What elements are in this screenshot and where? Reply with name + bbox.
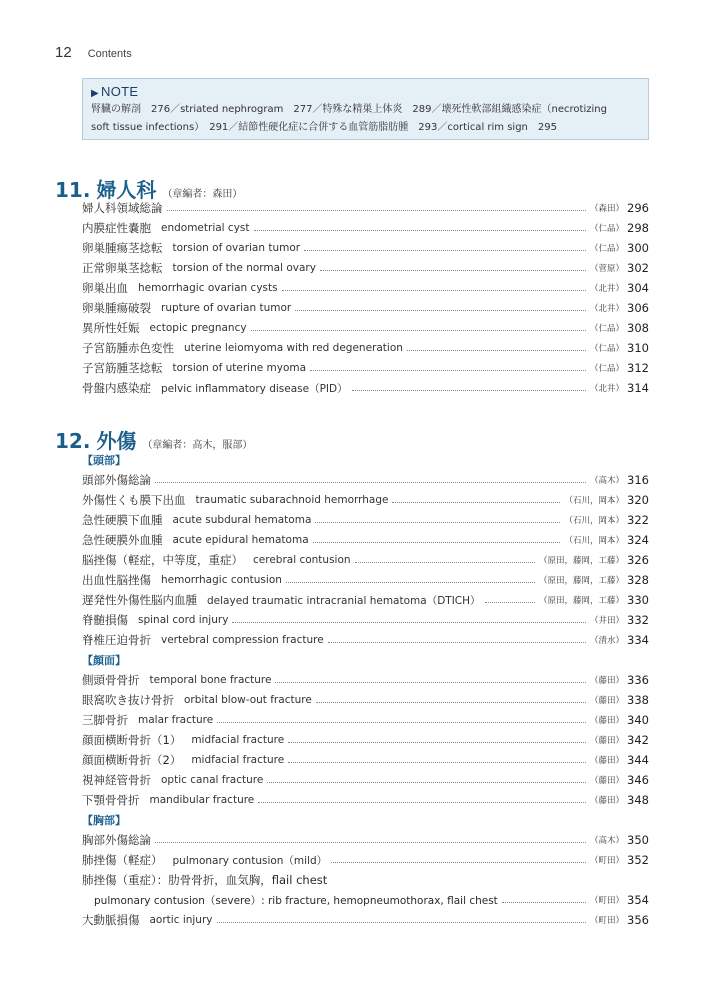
entry-author: （清水）	[589, 636, 624, 646]
entry-page: 356	[627, 913, 649, 927]
entry-page: 342	[627, 733, 649, 747]
leader-dots	[310, 370, 586, 371]
entry-title-ja: 脳挫傷（軽症，中等度，重症）	[82, 553, 243, 567]
leader-dots	[217, 722, 586, 723]
leader-dots	[288, 762, 586, 763]
leader-dots	[331, 862, 586, 863]
leader-dots	[155, 842, 586, 843]
entry-author: （仁品）	[589, 344, 624, 354]
entry-page: 298	[627, 221, 649, 235]
entry-title-ja: 出血性脳挫傷	[82, 573, 151, 587]
entry-title-ja: 婦人科領域総論	[82, 201, 163, 215]
entry-title-en: optic canal fracture	[161, 774, 264, 786]
leader-dots	[288, 742, 586, 743]
entry-title-en: hemorrhagic contusion	[161, 574, 282, 586]
entry-title-ja: 顔面横断骨折（1）	[82, 733, 182, 747]
entry-title-en: delayed traumatic intracranial hematoma（DTICH）	[207, 594, 481, 607]
leader-dots	[485, 602, 535, 603]
entry-page: 308	[627, 321, 649, 335]
entry-title-en: acute epidural hematoma	[172, 534, 309, 546]
leader-dots	[407, 350, 586, 351]
entry-author: （町田）	[589, 916, 624, 926]
entry-title-en: midfacial fracture	[191, 754, 285, 766]
entry-author: （北井）	[589, 384, 624, 394]
entry-author: （井田）	[589, 616, 624, 626]
entry-title-en: vertebral compression fracture	[161, 634, 324, 646]
entry-title-ja: 眼窩吹き抜け骨折	[82, 693, 174, 707]
entry-page: 306	[627, 301, 649, 315]
entry-page: 320	[627, 493, 649, 507]
toc-entry[interactable]	[82, 890, 649, 910]
section-heading: 【顔面】	[82, 654, 126, 667]
entry-author: （石川，岡本）	[564, 536, 624, 546]
chapter-number: 12.	[55, 429, 91, 453]
entry-title-en: aortic injury	[149, 914, 213, 926]
entry-page: 336	[627, 673, 649, 687]
entry-author: （藤田）	[589, 736, 624, 746]
entry-title-en: orbital blow-out fracture	[184, 694, 312, 706]
toc-entry[interactable]	[82, 590, 649, 610]
entry-title-ja: 頭部外傷総論	[82, 473, 151, 487]
entry-title-ja: 正常卵巣茎捻転	[82, 261, 163, 275]
leader-dots	[352, 390, 586, 391]
toc-entry[interactable]	[82, 550, 649, 570]
entry-author: （石川，岡本）	[564, 496, 624, 506]
entry-page: 304	[627, 281, 649, 295]
toc-entry[interactable]	[82, 730, 649, 750]
note-text-line-1: 腎臓の解剖 276／striated nephrogram 277／特殊な精巣上体炎 289／壊死性軟部組織感染症（necrotizing	[91, 104, 607, 115]
entry-author: （仁品）	[589, 244, 624, 254]
leader-dots	[355, 562, 535, 563]
toc-entry[interactable]	[82, 298, 649, 318]
entry-page: 322	[627, 513, 649, 527]
entry-author: （北井）	[589, 304, 624, 314]
leader-dots	[502, 902, 586, 903]
note-title: ▶ NOTE	[91, 84, 139, 99]
entry-author: （北井）	[589, 284, 624, 294]
leader-dots	[267, 782, 586, 783]
entry-title-en: pulmonary contusion（mild）	[172, 854, 328, 867]
entry-title-ja: 脊髄損傷	[82, 613, 128, 627]
entry-title-en: cerebral contusion	[253, 554, 351, 566]
entry-title-en: pulmonary contusion（severe）: rib fracture, hemopneumothorax, flail chest	[94, 894, 498, 907]
entry-title-en: hemorrhagic ovarian cysts	[138, 282, 278, 294]
leader-dots	[282, 290, 586, 291]
toc-entry[interactable]	[82, 770, 649, 790]
note-text-line-2: soft tissue infections） 291／結節性硬化症に合併する血管筋脂肪腫 293／cortical rim sign 295	[91, 122, 557, 133]
entry-title-en: torsion of the normal ovary	[172, 262, 316, 274]
toc-entry[interactable]	[82, 490, 649, 510]
entry-author: （仁品）	[589, 324, 624, 334]
entry-title-ja: 外傷性くも膜下出血	[82, 493, 186, 507]
leader-dots	[254, 230, 586, 231]
leader-dots	[313, 542, 561, 543]
entry-page: 330	[627, 593, 649, 607]
toc-entry[interactable]	[82, 910, 649, 930]
toc-entry[interactable]	[82, 510, 649, 530]
entry-title-ja: 子宮筋腫茎捻転	[82, 361, 163, 375]
entry-page: 302	[627, 261, 649, 275]
entry-title-ja[interactable]: 肺挫傷（重症）：肋骨骨折，血気胸，flail chest	[82, 873, 328, 887]
leader-dots	[295, 310, 586, 311]
entry-title-ja: 卵巣腫瘍茎捻転	[82, 241, 163, 255]
entry-author: （仁品）	[589, 224, 624, 234]
entry-title-ja: 異所性妊娠	[82, 321, 140, 335]
entry-title-ja: 急性硬膜下血腫	[82, 513, 163, 527]
entry-title-ja: 急性硬膜外血腫	[82, 533, 163, 547]
entry-author: （仁品）	[589, 364, 624, 374]
entry-title-en: endometrial cyst	[161, 222, 250, 234]
entry-title-ja: 遅発性外傷性脳内血腫	[82, 593, 197, 607]
entry-title-ja: 三脚骨折	[82, 713, 128, 727]
chapter-number: 11.	[55, 178, 91, 202]
toc-entry[interactable]	[82, 790, 649, 810]
leader-dots	[316, 702, 586, 703]
entry-author: （町田）	[589, 856, 624, 866]
entry-author: （高木）	[589, 476, 624, 486]
entry-page: 350	[627, 833, 649, 847]
toc-entry[interactable]	[82, 470, 649, 490]
entry-title-en: midfacial fracture	[191, 734, 285, 746]
entry-author: （藤田）	[589, 716, 624, 726]
entry-page: 344	[627, 753, 649, 767]
entry-title-en: malar fracture	[138, 714, 214, 726]
entry-page: 300	[627, 241, 649, 255]
toc-entry[interactable]	[82, 830, 649, 850]
chapter-editor: （章編者：高木，服部）	[142, 440, 253, 451]
entry-author: （藤田）	[589, 756, 624, 766]
toc-entry[interactable]	[82, 238, 649, 258]
chapter-12-entries	[82, 450, 649, 930]
entry-title-ja: 内膜症性嚢胞	[82, 221, 151, 235]
entry-page: 348	[627, 793, 649, 807]
entry-title-en: pelvic inflammatory disease（PID）	[161, 382, 348, 395]
toc-entry[interactable]	[82, 378, 649, 398]
entry-page: 334	[627, 633, 649, 647]
entry-author: （原田，藤岡，工藤）	[538, 596, 624, 606]
entry-title-en: acute subdural hematoma	[172, 514, 312, 526]
leader-dots	[286, 582, 535, 583]
leader-dots	[320, 270, 586, 271]
entry-author: （高木）	[589, 836, 624, 846]
entry-page: 328	[627, 573, 649, 587]
leader-dots	[251, 330, 586, 331]
entry-title-en: torsion of ovarian tumor	[172, 242, 301, 254]
leader-dots	[155, 482, 586, 483]
entry-author: （原田，藤岡，工藤）	[538, 576, 624, 586]
chapter-editor: （章編者：森田）	[162, 189, 243, 200]
leader-dots	[304, 250, 586, 251]
toc-entry[interactable]	[82, 278, 649, 298]
toc-entry[interactable]	[82, 710, 649, 730]
entry-page: 312	[627, 361, 649, 375]
leader-dots	[328, 642, 586, 643]
entry-author: （藤田）	[589, 796, 624, 806]
chapter-title: 外傷	[96, 429, 137, 453]
entry-author: （石川，岡本）	[564, 516, 624, 526]
entry-title-en: temporal bone fracture	[149, 674, 272, 686]
section-heading: 【頭部】	[82, 454, 126, 467]
entry-page: 332	[627, 613, 649, 627]
entry-title-ja: 卵巣出血	[82, 281, 128, 295]
entry-page: 346	[627, 773, 649, 787]
toc-entry[interactable]	[82, 610, 649, 630]
entry-author: （菅原）	[589, 264, 624, 274]
entry-title-en: traumatic subarachnoid hemorrhage	[195, 494, 389, 506]
entry-title-ja: 子宮筋腫赤色変性	[82, 341, 174, 355]
triangle-right-icon: ▶	[91, 88, 99, 99]
entry-title-en: rupture of ovarian tumor	[161, 302, 292, 314]
entry-title-ja: 下顎骨骨折	[82, 793, 140, 807]
entry-title-ja: 脊椎圧迫骨折	[82, 633, 151, 647]
leader-dots	[232, 622, 586, 623]
entry-title-ja: 卵巣腫瘍破裂	[82, 301, 151, 315]
toc-entry[interactable]	[82, 318, 649, 338]
toc-entry[interactable]	[82, 670, 649, 690]
entry-author: （藤田）	[589, 696, 624, 706]
leader-dots	[167, 210, 586, 211]
chapter-11-entries	[82, 198, 649, 398]
leader-dots	[217, 922, 586, 923]
entry-title-en: mandibular fracture	[149, 794, 255, 806]
leader-dots	[258, 802, 586, 803]
entry-title-ja: 肺挫傷（軽症）	[82, 853, 163, 867]
toc-entry[interactable]	[82, 690, 649, 710]
entry-page: 314	[627, 381, 649, 395]
entry-page: 316	[627, 473, 649, 487]
entry-title-en: ectopic pregnancy	[149, 322, 247, 334]
toc-entry[interactable]	[82, 530, 649, 550]
toc-entry[interactable]	[82, 338, 649, 358]
entry-title-ja: 顔面横断骨折（2）	[82, 753, 182, 767]
toc-entry[interactable]	[82, 258, 649, 278]
toc-entry[interactable]	[82, 850, 649, 870]
entry-title-ja: 視神経管骨折	[82, 773, 151, 787]
toc-entry[interactable]	[82, 570, 649, 590]
entry-author: （町田）	[589, 896, 624, 906]
note-box	[82, 78, 649, 140]
page-header	[55, 44, 132, 61]
entry-page: 310	[627, 341, 649, 355]
toc-entry[interactable]	[82, 630, 649, 650]
running-title: Contents	[87, 48, 132, 60]
leader-dots	[315, 522, 560, 523]
entry-author: （藤田）	[589, 776, 624, 786]
entry-page: 326	[627, 553, 649, 567]
leader-dots	[275, 682, 586, 683]
entry-page: 354	[627, 893, 649, 907]
entry-page: 324	[627, 533, 649, 547]
entry-title-ja: 骨盤内感染症	[82, 381, 151, 395]
entry-title-en: spinal cord injury	[138, 614, 229, 626]
entry-title-en: torsion of uterine myoma	[172, 362, 307, 374]
toc-entry[interactable]	[82, 198, 649, 218]
entry-page: 296	[627, 201, 649, 215]
entry-author: （藤田）	[589, 676, 624, 686]
toc-entry[interactable]	[82, 358, 649, 378]
entry-page: 340	[627, 713, 649, 727]
entry-title-ja: 大動脈損傷	[82, 913, 140, 927]
entry-title-ja: 側頭骨骨折	[82, 673, 140, 687]
entry-title-ja: 胸部外傷総論	[82, 833, 151, 847]
entry-page: 338	[627, 693, 649, 707]
leader-dots	[392, 502, 560, 503]
section-heading: 【胸部】	[82, 814, 126, 827]
toc-entry[interactable]	[82, 218, 649, 238]
page-number: 12	[55, 44, 72, 61]
chapter-title: 婦人科	[96, 178, 157, 202]
entry-page: 352	[627, 853, 649, 867]
entry-author: （原田，藤岡，工藤）	[538, 556, 624, 566]
entry-author: （森田）	[589, 204, 624, 214]
entry-title-en: uterine leiomyoma with red degeneration	[184, 342, 403, 354]
toc-entry[interactable]	[82, 750, 649, 770]
